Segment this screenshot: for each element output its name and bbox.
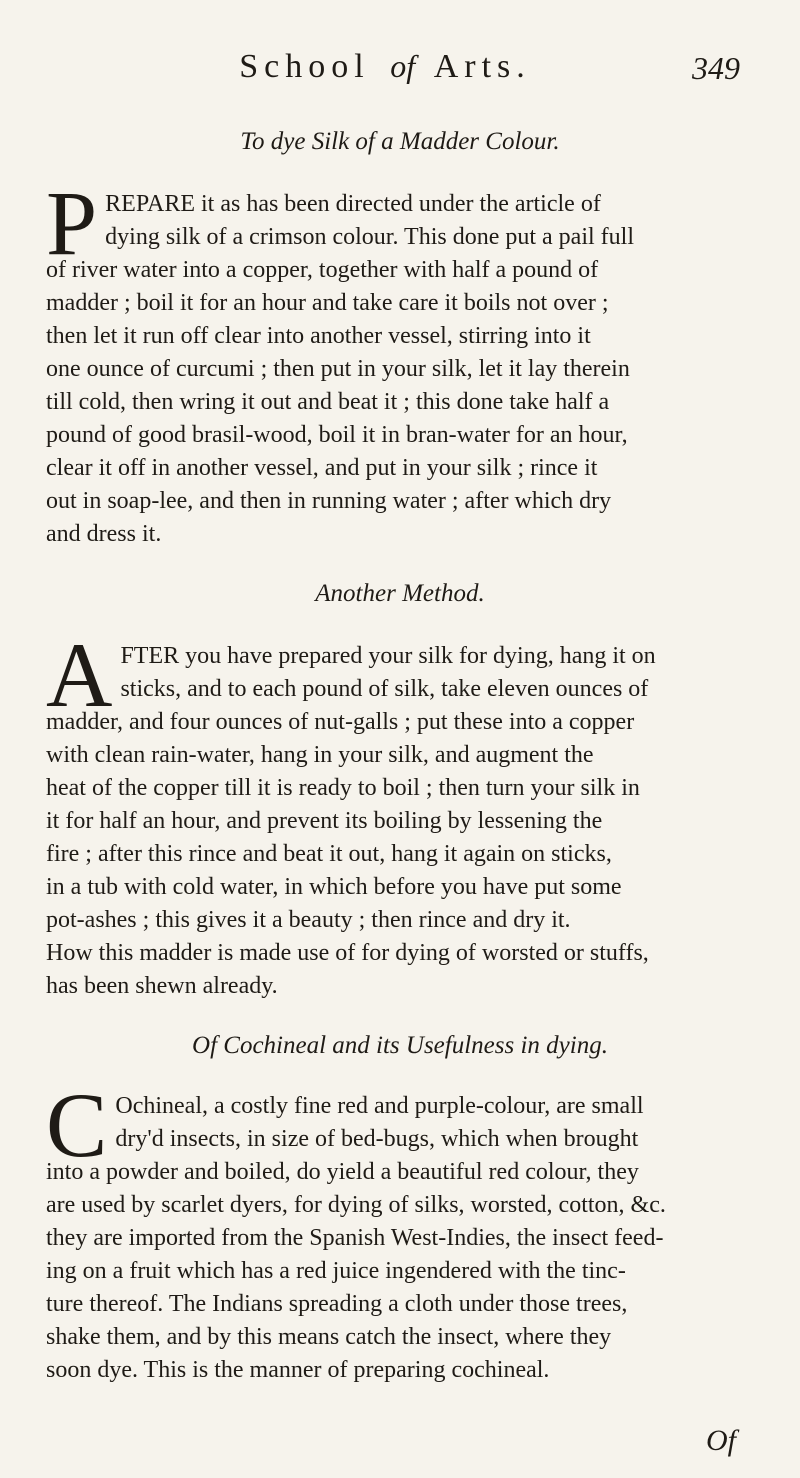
text-line: ture thereof. The Indians spreading a cloth under those trees, (46, 1291, 628, 1317)
text-line: heat of the copper till it is ready to boil ; then turn your silk in (46, 775, 640, 801)
text-line: are used by scarlet dyers, for dying of silks, worsted, cotton, &c. (46, 1192, 666, 1218)
running-head-left: School (239, 48, 370, 85)
text-line: soon dye. This is the manner of preparing cochineal. (46, 1357, 550, 1383)
text-line: madder, and four ounces of nut-galls ; put these into a copper (46, 709, 635, 735)
text-line: then let it run off clear into another vessel, stirring into it (46, 323, 591, 349)
drop-cap: A (46, 624, 113, 726)
running-head-right: Arts. (433, 48, 531, 85)
text-line: in a tub with cold water, in which before you have put some (46, 874, 622, 900)
text-line: dry'd insects, in size of bed-bugs, which when brought (115, 1126, 639, 1152)
drop-cap: P (46, 172, 98, 274)
text-line: dying silk of a crimson colour. This done put a pail full (105, 224, 634, 250)
drop-cap: C (46, 1074, 108, 1176)
text-line: till cold, then wring it out and beat it ; this done take half a (46, 389, 610, 415)
running-head-of: of (390, 48, 416, 84)
text-line: pound of good brasil-wood, boil it in bran-water for an hour, (46, 422, 628, 448)
text-line: clear it off in another vessel, and put in your silk ; rince it (46, 455, 598, 481)
text-line: Ochineal, a costly fine red and purple-colour, are small (115, 1093, 644, 1119)
text-line: sticks, and to each pound of silk, take eleven ounces of (120, 676, 649, 702)
text-line: pot-ashes ; this gives it a beauty ; then rince and dry it. (46, 907, 571, 933)
paragraph-madder (46, 172, 762, 551)
paragraph-another-method (46, 624, 762, 1003)
section-heading-cochineal: Of Cochineal and its Usefulness in dying. (192, 1032, 608, 1059)
text-line: How this madder is made use of for dying of worsted or stuffs, (46, 940, 649, 966)
text-line: REPARE it as has been directed under the article of (105, 191, 601, 217)
text-line: with clean rain-water, hang in your silk, and augment the (46, 742, 594, 768)
text-line: one ounce of curcumi ; then put in your silk, let it lay therein (46, 356, 630, 382)
text-line: FTER you have prepared your silk for dying, hang it on (120, 643, 656, 669)
text-line: out in soap-lee, and then in running water ; after which dry (46, 488, 612, 514)
paragraph-cochineal (46, 1074, 762, 1387)
section-heading-madder: To dye Silk of a Madder Colour. (240, 128, 560, 155)
running-head-title (200, 48, 570, 86)
text-line: and dress it. (46, 521, 162, 547)
text-line: ing on a fruit which has a red juice ingendered with the tinc- (46, 1258, 626, 1284)
section-heading-another-method: Another Method. (315, 580, 485, 607)
text-line: they are imported from the Spanish West-Indies, the insect feed- (46, 1225, 664, 1251)
catchword: Of (706, 1424, 736, 1457)
text-line: into a powder and boiled, do yield a beautiful red colour, they (46, 1159, 639, 1185)
text-line: it for half an hour, and prevent its boiling by lessening the (46, 808, 603, 834)
text-line: fire ; after this rince and beat it out, hang it again on sticks, (46, 841, 612, 867)
text-line: madder ; boil it for an hour and take care it boils not over ; (46, 290, 609, 316)
text-line: shake them, and by this means catch the insect, where they (46, 1324, 612, 1350)
text-line: of river water into a copper, together with half a pound of (46, 257, 599, 283)
text-line: has been shewn already. (46, 973, 278, 999)
running-head (0, 48, 800, 98)
page-number: 349 (692, 50, 740, 86)
